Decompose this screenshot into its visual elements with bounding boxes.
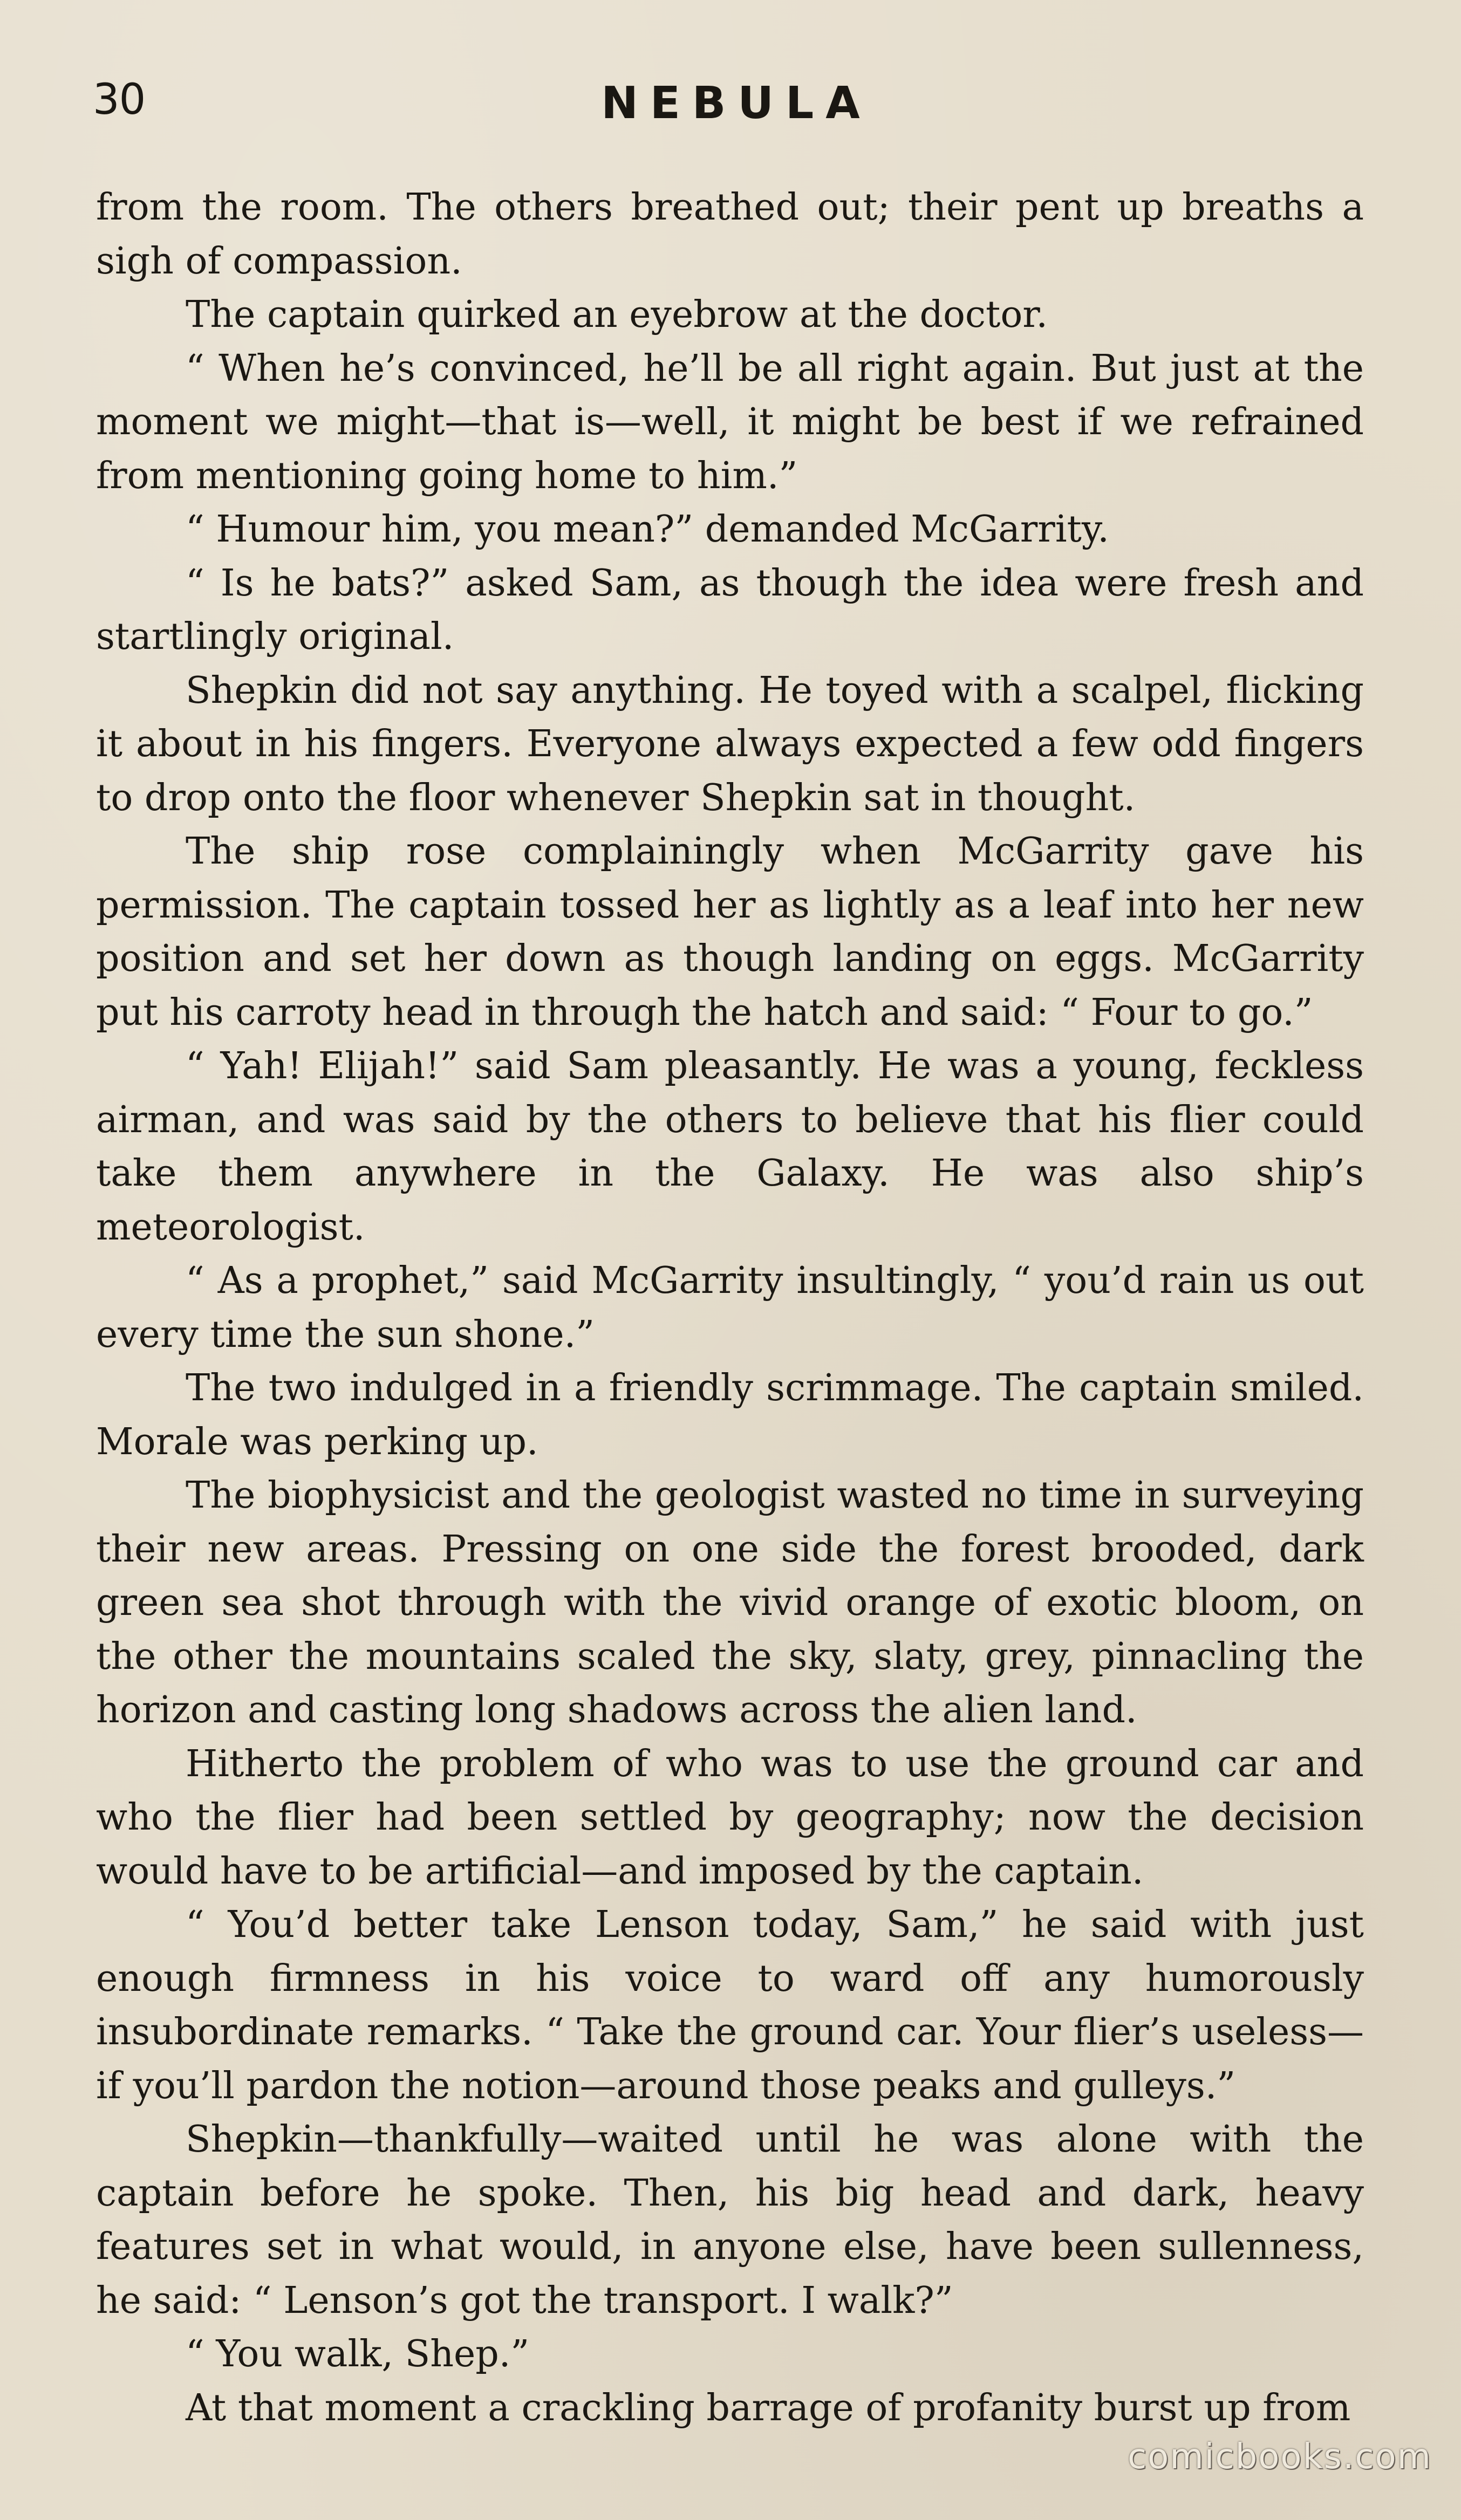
paragraph: “ Humour him, you mean?” demanded McGarrity.: [186, 508, 1109, 551]
paragraph: “ Yah! Elijah!” said Sam pleasantly. He was a young, feckless airman, and was said by the others to believe that his flier could take them anywhere in the Galaxy. He was also ship’s meteorologist.: [96, 1045, 1364, 1249]
paragraph: The biophysicist and the geologist wasted no time in surveying their new areas. Pressing on one side the forest brooded, dark green sea shot through with the vivid orange of exotic bloom, on the other the mountains scaled the sky, slaty, grey, pinnacling the horizon and casting long shadows across the alien land.: [96, 1474, 1364, 1731]
paragraph: The ship rose complainingly when McGarrity gave his permission. The captain tossed her as lightly as a leaf into her new position and set her down as though landing on eggs. McGarrity put his carroty head in through the hatch and said: “ Four to go.”: [96, 830, 1364, 1034]
paragraph: from the room. The others breathed out; their pent up breaths a sigh of compassion.: [96, 186, 1364, 283]
paragraph: “ You walk, Shep.”: [186, 2333, 530, 2375]
paragraph: The captain quirked an eyebrow at the doctor.: [186, 293, 1048, 336]
paragraph: Shepkin did not say anything. He toyed with a scalpel, flicking it about in his fingers. Everyone always expected a few odd fingers to drop onto the floor whenever Shepkin sat in thought.: [96, 669, 1364, 819]
paragraph: “ Is he bats?” asked Sam, as though the idea were fresh and startlingly original.: [96, 561, 1364, 658]
body-text: [96, 181, 1364, 2435]
paragraph: “ When he’s convinced, he’ll be all right again. But just at the moment we might—that is—well, it might be best if we refrained from mentioning going home to him.”: [96, 347, 1364, 497]
paragraph: “ As a prophet,” said McGarrity insultingly, “ you’d rain us out every time the sun shone.”: [96, 1259, 1364, 1356]
watermark: comicbooks.com: [1127, 2437, 1432, 2477]
paragraph: “ You’d better take Lenson today, Sam,” he said with just enough firmness in his voice to ward off any humorously insubordinate remarks. “ Take the ground car. Your flier’s useless—if you’ll pardon the notion—around those peaks and gulleys.”: [96, 1903, 1364, 2107]
paragraph: The two indulged in a friendly scrimmage. The captain smiled. Morale was perking up.: [96, 1367, 1364, 1463]
running-head: NEBULA: [601, 78, 872, 129]
paragraph: At that moment a crackling barrage of profanity burst up from: [186, 2386, 1351, 2429]
paragraph: Hitherto the problem of who was to use the ground car and who the flier had been settled by geography; now the decision would have to be artificial—and imposed by the captain.: [96, 1742, 1364, 1893]
page-number: 30: [93, 76, 146, 124]
paragraph: Shepkin—thankfully—waited until he was alone with the captain before he spoke. Then, his big head and dark, heavy features set in what would, in anyone else, have been sullenness, he said: “ Lenson’s got the transport. I walk?”: [96, 2118, 1364, 2322]
